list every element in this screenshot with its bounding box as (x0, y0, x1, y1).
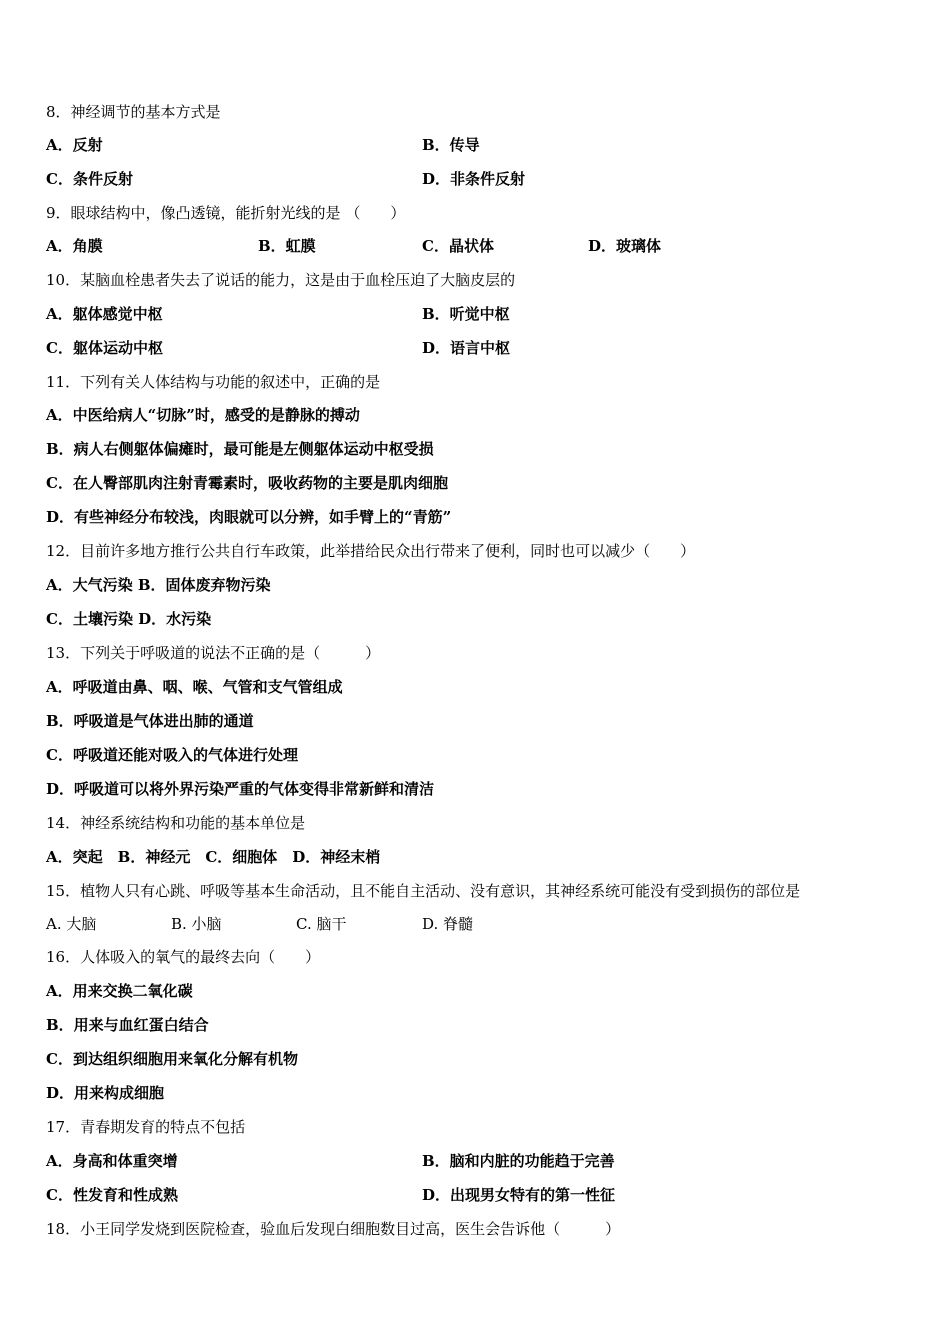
question-11-stem: 11．下列有关人体结构与功能的叙述中，正确的是 (46, 373, 381, 391)
question-17-options-row2 (46, 1182, 616, 1208)
question-16-option-b: B．用来与血红蛋白结合 (46, 1016, 209, 1034)
question-8-options-row2 (46, 166, 526, 192)
question-13-option-d: D．呼吸道可以将外界污染严重的气体变得非常新鲜和清洁 (46, 780, 435, 798)
question-9-option-a: A．角膜 (46, 237, 103, 255)
question-10-option-c: C．躯体运动中枢 (46, 339, 163, 357)
question-9-option-c: C．晶状体 (422, 237, 494, 255)
question-10-options-row1 (46, 301, 510, 327)
question-11-option-c: C．在人臀部肌肉注射青霉素时，吸收药物的主要是肌肉细胞 (46, 474, 448, 492)
question-9-option-d: D．玻璃体 (588, 237, 662, 255)
question-12-options-ab: A．大气污染 B．固体废弃物污染 (46, 576, 271, 594)
question-13-option-c: C．呼吸道还能对吸入的气体进行处理 (46, 746, 298, 764)
question-10-option-d: D．语言中枢 (422, 339, 511, 357)
question-14-options: A．突起 B．神经元 C．细胞体 D．神经末梢 (46, 848, 381, 866)
question-10-option-b: B．听觉中枢 (422, 305, 510, 323)
question-8-option-a: A．反射 (46, 136, 103, 154)
question-13-option-b: B．呼吸道是气体进出肺的通道 (46, 712, 254, 730)
question-15-option-d: D. 脊髓 (422, 915, 474, 933)
question-12-options-cd: C．土壤污染 D．水污染 (46, 610, 212, 628)
question-10-option-a: A．躯体感觉中枢 (46, 305, 163, 323)
question-17-option-b: B．脑和内脏的功能趋于完善 (422, 1152, 615, 1170)
question-9-option-b: B．虹膜 (258, 237, 316, 255)
question-11-option-d: D．有些神经分布较浅，肉眼就可以分辨，如手臂上的“青筋” (46, 508, 452, 526)
question-8-stem: 8．神经调节的基本方式是 (46, 103, 221, 121)
question-14-stem: 14．神经系统结构和功能的基本单位是 (46, 814, 306, 832)
question-15-option-a: A. 大脑 (46, 915, 97, 933)
question-15-option-c: C. 脑干 (296, 915, 347, 933)
question-17-option-c: C．性发育和性成熟 (46, 1186, 178, 1204)
question-13-option-a: A．呼吸道由鼻、咽、喉、气管和支气管组成 (46, 678, 343, 696)
question-16-option-c: C．到达组织细胞用来氧化分解有机物 (46, 1050, 298, 1068)
question-10-options-row2 (46, 335, 511, 361)
question-8-option-d: D．非条件反射 (422, 170, 526, 188)
question-10-stem: 10．某脑血栓患者失去了说话的能力，这是由于血栓压迫了大脑皮层的 (46, 271, 516, 289)
question-16-option-a: A．用来交换二氧化碳 (46, 982, 193, 1000)
question-8-options-row1 (46, 132, 480, 158)
question-17-options-row1 (46, 1148, 615, 1174)
question-11-option-a: A．中医给病人“切脉”时，感受的是静脉的搏动 (46, 406, 360, 424)
question-9-options (46, 233, 662, 259)
question-9-stem: 9．眼球结构中，像凸透镜，能折射光线的是 （ ） (46, 204, 406, 222)
question-16-option-d: D．用来构成细胞 (46, 1084, 165, 1102)
question-15-option-b: B. 小脑 (171, 915, 222, 933)
question-16-stem: 16．人体吸入的氧气的最终去向（ ） (46, 948, 321, 966)
question-8-option-b: B．传导 (422, 136, 480, 154)
question-15-stem: 15．植物人只有心跳、呼吸等基本生命活动，且不能自主活动、没有意识，其神经系统可能没有受到损伤的部位是 (46, 882, 801, 900)
question-12-stem: 12．目前许多地方推行公共自行车政策，此举措给民众出行带来了便利，同时也可以减少（ ） (46, 542, 696, 560)
question-15-options (46, 911, 474, 937)
question-18-stem: 18．小王同学发烧到医院检查，验血后发现白细胞数目过高，医生会告诉他（ ） (46, 1220, 621, 1238)
question-17-option-a: A．身高和体重突增 (46, 1152, 178, 1170)
question-17-option-d: D．出现男女特有的第一性征 (422, 1186, 616, 1204)
question-17-stem: 17．青春期发育的特点不包括 (46, 1118, 246, 1136)
question-11-option-b: B．病人右侧躯体偏瘫时，最可能是左侧躯体运动中枢受损 (46, 440, 434, 458)
question-8-option-c: C．条件反射 (46, 170, 133, 188)
question-13-stem: 13．下列关于呼吸道的说法不正确的是（ ） (46, 644, 381, 662)
